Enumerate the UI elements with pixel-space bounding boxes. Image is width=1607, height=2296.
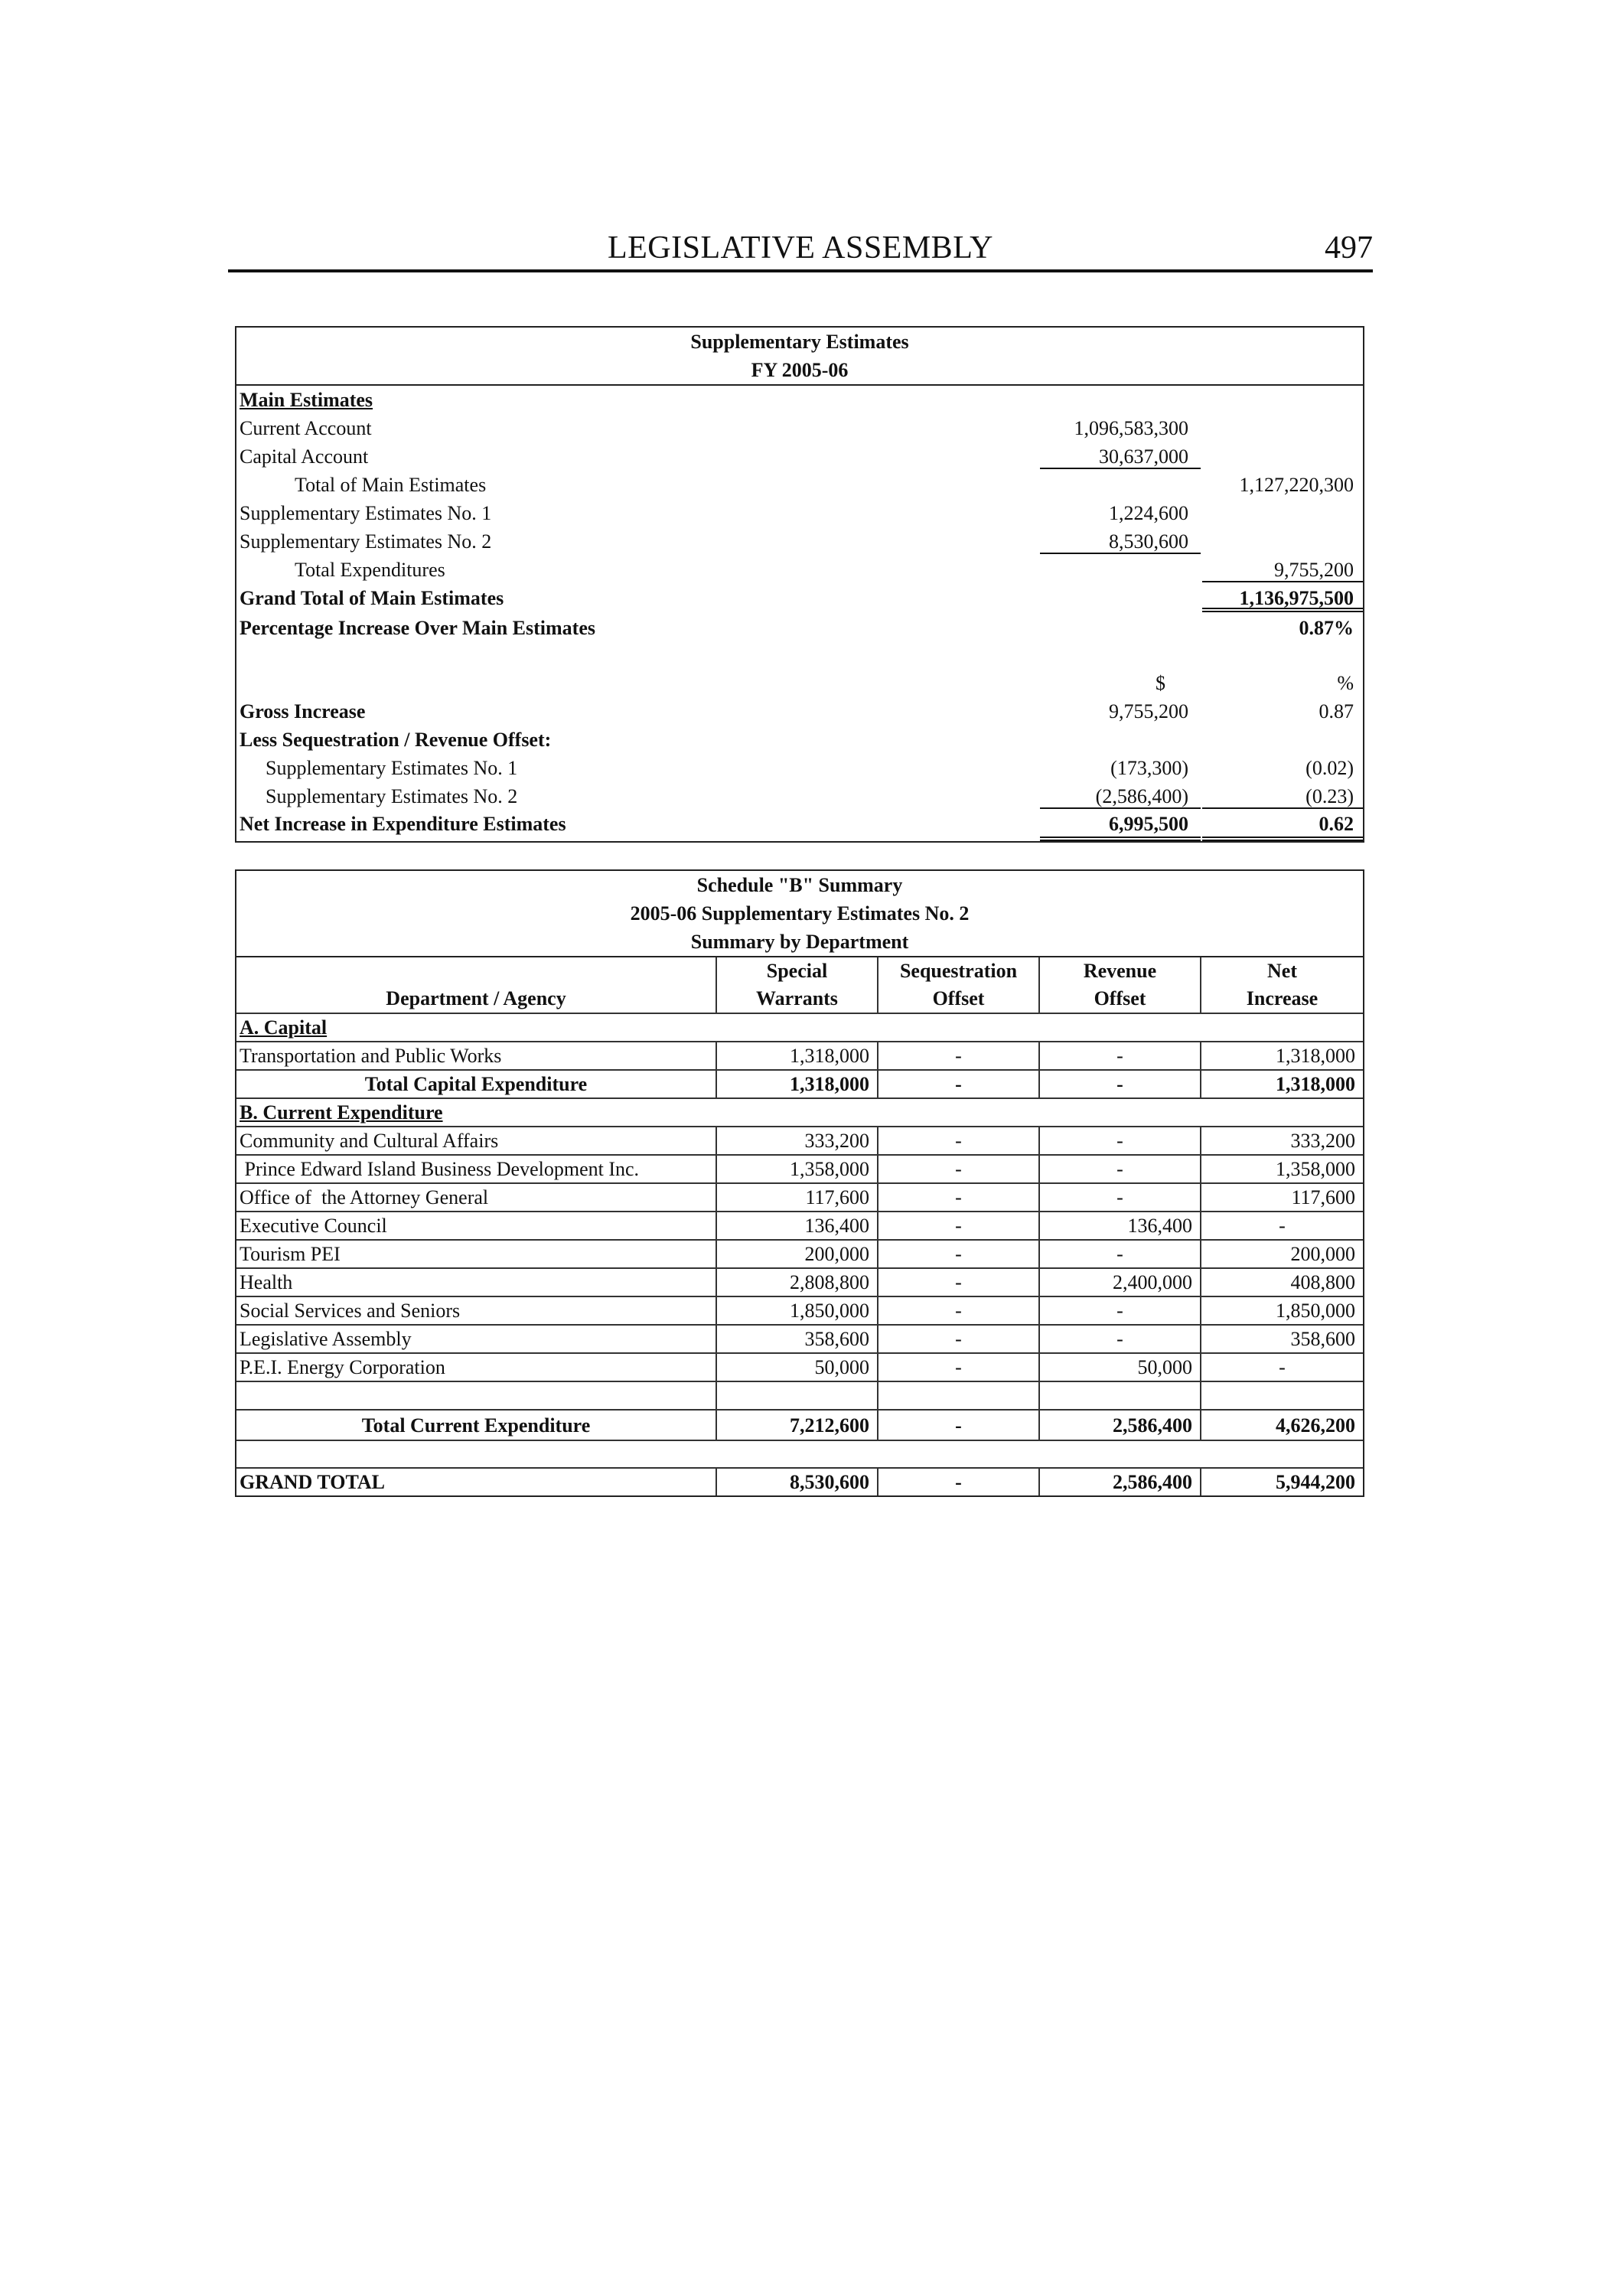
main-estimates-heading: Main Estimates	[240, 389, 373, 411]
row-amount: 6,995,500	[1109, 813, 1188, 835]
dept-cell: Transportation and Public Works	[236, 1042, 716, 1070]
row-pct: (0.02)	[1305, 757, 1354, 779]
total-expenditures-row	[236, 556, 1363, 584]
row-value: 1,127,220,300	[1239, 474, 1354, 496]
schedule-caption-line1: Schedule "B" Summary	[696, 874, 903, 896]
supplementary-caption-line1: Supplementary Estimates	[690, 331, 909, 353]
net-cell: 408,800	[1201, 1268, 1363, 1296]
table-row	[236, 1353, 1363, 1381]
header-line: Offset	[932, 987, 985, 1009]
blank-cell	[878, 1381, 1039, 1410]
less-heading-row	[236, 726, 1363, 754]
row-amount: (173,300)	[1110, 757, 1188, 779]
gross-increase-row	[236, 697, 1363, 726]
header-line: Net	[1267, 960, 1297, 982]
grand-total-main-row	[236, 584, 1363, 612]
capital-account-row	[236, 442, 1363, 471]
header-line: Special	[766, 960, 828, 982]
dept-cell: Health	[236, 1268, 716, 1296]
row-pct: 0.62	[1319, 813, 1354, 835]
page-header	[228, 227, 1373, 272]
net-cell: 1,358,000	[1201, 1155, 1363, 1183]
row-amount: 9,755,200	[1109, 700, 1188, 722]
underline	[1202, 581, 1363, 582]
special-cell: 7,212,600	[716, 1410, 878, 1440]
rev-cell: -	[1039, 1042, 1201, 1070]
supp2-row	[236, 527, 1363, 556]
row-amount: (2,586,400)	[1095, 785, 1188, 807]
rev-cell: -	[1039, 1325, 1201, 1353]
special-cell: 50,000	[716, 1353, 878, 1381]
net-cell: 117,600	[1201, 1183, 1363, 1212]
table-row	[236, 1183, 1363, 1212]
net-cell: 5,944,200	[1201, 1468, 1363, 1495]
seq-cell: -	[878, 1468, 1039, 1495]
section-b-heading: B. Current Expenditure	[236, 1098, 1363, 1127]
less-heading: Less Sequestration / Revenue Offset:	[240, 729, 552, 751]
total-main-row	[236, 471, 1363, 499]
net-cell: 1,318,000	[1201, 1070, 1363, 1098]
supplementary-caption	[236, 328, 1363, 386]
seq-cell: -	[878, 1155, 1039, 1183]
row-value: 1,096,583,300	[1074, 417, 1188, 439]
supplementary-estimates-table	[235, 326, 1364, 843]
blank-cell	[1201, 1381, 1363, 1410]
table-row	[236, 1155, 1363, 1183]
row-value: 1,224,600	[1109, 502, 1188, 524]
special-cell: 333,200	[716, 1127, 878, 1155]
section-b-row	[236, 1098, 1363, 1127]
special-cell: 1,358,000	[716, 1155, 878, 1183]
row-pct: 0.87	[1319, 700, 1354, 722]
double-underline	[1040, 837, 1201, 841]
header-line: Sequestration	[899, 960, 1018, 982]
section-a-heading: A. Capital	[240, 1016, 328, 1039]
schedule-caption-line3: Summary by Department	[690, 931, 909, 953]
table-row	[236, 1268, 1363, 1296]
header-line: Warrants	[756, 987, 838, 1009]
rev-cell: 2,586,400	[1039, 1468, 1201, 1495]
dept-cell: P.E.I. Energy Corporation	[236, 1353, 716, 1381]
blank-cell	[236, 1381, 716, 1410]
schedule-b-table	[235, 869, 1364, 1497]
blank-cell	[1039, 1381, 1201, 1410]
seq-cell: -	[878, 1240, 1039, 1268]
underline	[1040, 553, 1201, 554]
row-label: Gross Increase	[240, 700, 366, 722]
net-cell: 1,850,000	[1201, 1296, 1363, 1325]
header-line: Offset	[1094, 987, 1146, 1009]
spacer-row	[236, 644, 1363, 669]
percent-column-header: %	[1337, 672, 1354, 694]
header-net-increase	[1201, 957, 1363, 1013]
rev-cell: 2,400,000	[1039, 1268, 1201, 1296]
net-cell: 4,626,200	[1201, 1410, 1363, 1440]
rev-cell: -	[1039, 1070, 1201, 1098]
header-revenue-offset	[1039, 957, 1201, 1013]
total-current-label: Total Current Expenditure	[236, 1410, 716, 1440]
header-sequestration-offset	[878, 957, 1039, 1013]
section-a-row	[236, 1013, 1363, 1042]
dept-cell: Office of the Attorney General	[236, 1183, 716, 1212]
total-capital-row	[236, 1070, 1363, 1098]
percentage-increase-row	[236, 612, 1363, 644]
seq-cell: -	[878, 1183, 1039, 1212]
underline	[1202, 807, 1363, 809]
rev-cell: -	[1039, 1296, 1201, 1325]
rev-cell: -	[1039, 1240, 1201, 1268]
row-value: 0.87%	[1299, 617, 1354, 639]
table-row	[236, 1240, 1363, 1268]
row-label: Grand Total of Main Estimates	[240, 587, 504, 609]
less-supp1-row	[236, 754, 1363, 782]
schedule-caption-line2: 2005-06 Supplementary Estimates No. 2	[630, 902, 970, 925]
net-cell: 200,000	[1201, 1240, 1363, 1268]
dept-cell: Executive Council	[236, 1212, 716, 1240]
net-cell: -	[1201, 1212, 1363, 1240]
special-cell: 200,000	[716, 1240, 878, 1268]
dept-cell: Tourism PEI	[236, 1240, 716, 1268]
special-cell: 2,808,800	[716, 1268, 878, 1296]
header-special-warrants	[716, 957, 878, 1013]
double-underline	[1202, 837, 1363, 841]
rev-cell: -	[1039, 1155, 1201, 1183]
underline	[1040, 807, 1201, 809]
blank-cell	[236, 1440, 1363, 1468]
seq-cell: -	[878, 1042, 1039, 1070]
row-label: Total Expenditures	[295, 559, 445, 581]
blank-row	[236, 1440, 1363, 1468]
blank-cell	[716, 1381, 878, 1410]
row-value: 1,136,975,500	[1239, 587, 1354, 609]
net-cell: -	[1201, 1353, 1363, 1381]
special-cell: 358,600	[716, 1325, 878, 1353]
dept-cell: Prince Edward Island Business Development Inc.	[236, 1155, 716, 1183]
row-value: 8,530,600	[1109, 530, 1188, 553]
row-label: Supplementary Estimates No. 2	[240, 530, 492, 553]
seq-cell: -	[878, 1353, 1039, 1381]
row-label: Supplementary Estimates No. 2	[266, 785, 518, 807]
page-title: LEGISLATIVE ASSEMBLY	[608, 230, 993, 266]
rev-cell: -	[1039, 1127, 1201, 1155]
seq-cell: -	[878, 1212, 1039, 1240]
schedule-caption	[236, 871, 1363, 957]
row-label: Current Account	[240, 417, 372, 439]
net-cell: 358,600	[1201, 1325, 1363, 1353]
header-department: Department / Agency	[236, 957, 716, 1013]
total-capital-label: Total Capital Expenditure	[236, 1070, 716, 1098]
table-row	[236, 1127, 1363, 1155]
grand-total-label: GRAND TOTAL	[240, 1471, 385, 1493]
row-label: Net Increase in Expenditure Estimates	[240, 813, 566, 835]
seq-cell: -	[878, 1410, 1039, 1440]
table-row	[236, 1042, 1363, 1070]
row-label: Supplementary Estimates No. 1	[266, 757, 518, 779]
dept-cell: Social Services and Seniors	[236, 1296, 716, 1325]
column-units-row	[236, 669, 1363, 697]
rev-cell: 50,000	[1039, 1353, 1201, 1381]
current-account-row	[236, 414, 1363, 442]
special-cell: 1,850,000	[716, 1296, 878, 1325]
row-label: Percentage Increase Over Main Estimates	[240, 617, 595, 639]
supp1-row	[236, 499, 1363, 527]
seq-cell: -	[878, 1127, 1039, 1155]
table-row	[236, 1296, 1363, 1325]
schedule-header-row	[236, 957, 1363, 1013]
table-row	[236, 1212, 1363, 1240]
special-cell: 117,600	[716, 1183, 878, 1212]
row-label: Total of Main Estimates	[295, 474, 487, 496]
row-pct: (0.23)	[1305, 785, 1354, 807]
grand-total-row	[236, 1468, 1363, 1495]
seq-cell: -	[878, 1070, 1039, 1098]
net-cell: 333,200	[1201, 1127, 1363, 1155]
total-current-row	[236, 1410, 1363, 1440]
special-cell: 1,318,000	[716, 1042, 878, 1070]
underline	[1040, 468, 1201, 469]
rev-cell: -	[1039, 1183, 1201, 1212]
net-increase-row	[236, 810, 1363, 841]
row-value: 9,755,200	[1274, 559, 1354, 581]
dept-cell: Community and Cultural Affairs	[236, 1127, 716, 1155]
special-cell: 1,318,000	[716, 1070, 878, 1098]
header-line: Revenue	[1083, 960, 1157, 982]
seq-cell: -	[878, 1296, 1039, 1325]
row-label: Supplementary Estimates No. 1	[240, 502, 492, 524]
special-cell: 136,400	[716, 1212, 878, 1240]
dept-cell: Legislative Assembly	[236, 1325, 716, 1353]
special-cell: 8,530,600	[716, 1468, 878, 1495]
rev-cell: 2,586,400	[1039, 1410, 1201, 1440]
blank-row	[236, 1381, 1363, 1410]
header-line: Increase	[1246, 987, 1319, 1009]
seq-cell: -	[878, 1268, 1039, 1296]
row-label: Capital Account	[240, 445, 369, 468]
table-row	[236, 1325, 1363, 1353]
row-value: 30,637,000	[1099, 445, 1188, 468]
page-number: 497	[1325, 230, 1373, 266]
less-supp2-row	[236, 782, 1363, 810]
net-cell: 1,318,000	[1201, 1042, 1363, 1070]
rev-cell: 136,400	[1039, 1212, 1201, 1240]
dollar-column-header: $	[1156, 672, 1165, 694]
seq-cell: -	[878, 1325, 1039, 1353]
main-estimates-heading-row	[236, 386, 1363, 414]
schedule-grid	[236, 957, 1363, 1495]
supplementary-caption-line2: FY 2005-06	[751, 359, 849, 381]
